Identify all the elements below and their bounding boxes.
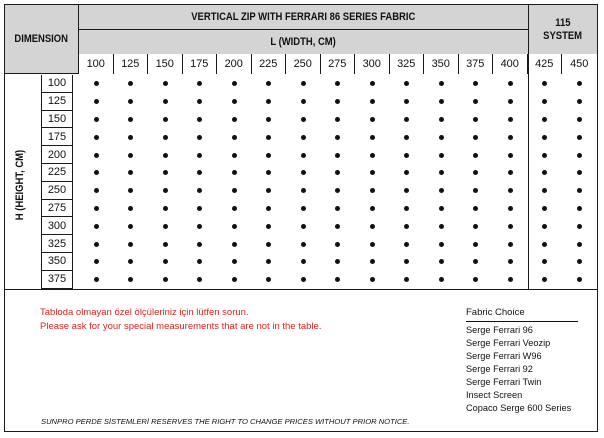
system-word: SYSTEM [543, 29, 583, 42]
availability-dot [232, 242, 237, 247]
availability-dot [370, 188, 375, 193]
height-cell: 325 [41, 235, 73, 253]
availability-dot [335, 170, 340, 175]
availability-dot [439, 99, 444, 104]
availability-dot [439, 153, 444, 158]
availability-dot [128, 81, 133, 86]
availability-dot [473, 170, 478, 175]
table-title [79, 5, 529, 30]
availability-dot [542, 135, 547, 140]
availability-dot [301, 224, 306, 229]
availability-dot [473, 153, 478, 158]
width-cell: 425 [528, 54, 563, 74]
availability-dot [404, 206, 409, 211]
availability-dot [163, 170, 168, 175]
availability-dot [370, 99, 375, 104]
fabric-choice-underline [466, 321, 578, 322]
availability-dot [508, 153, 513, 158]
availability-dot [197, 259, 202, 264]
availability-dot [439, 81, 444, 86]
fabric-choice-item: Insect Screen [466, 390, 523, 400]
width-axis-label [79, 30, 529, 54]
width-axis-label-text: L (WIDTH, CM) [270, 35, 337, 48]
availability-dot [577, 224, 582, 229]
availability-dot [508, 277, 513, 282]
fabric-choice-item: Serge Ferrari Twin [466, 377, 542, 387]
availability-dot [266, 117, 271, 122]
height-cell: 350 [41, 253, 73, 271]
availability-dot [577, 242, 582, 247]
availability-dot [335, 224, 340, 229]
width-cell: 125 [114, 54, 149, 74]
availability-dot [473, 81, 478, 86]
availability-dot [266, 277, 271, 282]
availability-dot [439, 170, 444, 175]
width-cell: 100 [79, 54, 114, 74]
height-cell: 300 [41, 217, 73, 235]
availability-dot [404, 135, 409, 140]
availability-dot [508, 224, 513, 229]
availability-dot [404, 170, 409, 175]
height-cell: 375 [41, 271, 73, 289]
width-cell: 325 [390, 54, 425, 74]
availability-dot [370, 170, 375, 175]
height-axis-label [8, 85, 32, 285]
availability-dot [577, 99, 582, 104]
availability-dot [163, 135, 168, 140]
availability-dot [301, 135, 306, 140]
availability-dot [301, 206, 306, 211]
availability-dot [335, 153, 340, 158]
availability-dot [577, 188, 582, 193]
height-cell: 225 [41, 164, 73, 182]
availability-dot [542, 153, 547, 158]
availability-dot [163, 277, 168, 282]
availability-dot [301, 170, 306, 175]
availability-dot [266, 135, 271, 140]
availability-dot [370, 135, 375, 140]
availability-dot [508, 206, 513, 211]
availability-dot [197, 117, 202, 122]
height-cell: 125 [41, 93, 73, 111]
availability-dot [508, 259, 513, 264]
availability-dot [404, 259, 409, 264]
availability-dot [542, 99, 547, 104]
availability-dot [232, 153, 237, 158]
availability-dot [335, 206, 340, 211]
availability-dot [473, 242, 478, 247]
availability-dot [197, 242, 202, 247]
availability-dot [232, 117, 237, 122]
availability-dot [266, 188, 271, 193]
availability-dot [439, 206, 444, 211]
availability-dot [266, 242, 271, 247]
fabric-choice-item: Serge Ferrari 92 [466, 364, 533, 374]
availability-dot [404, 224, 409, 229]
availability-dot [370, 206, 375, 211]
dimension-header-text: DIMENSION [14, 32, 69, 45]
availability-dot [266, 81, 271, 86]
availability-dot [473, 99, 478, 104]
availability-dot [473, 259, 478, 264]
availability-dot [542, 81, 547, 86]
availability-dot [335, 188, 340, 193]
height-axis-label-text: H (HEIGHT, CM) [14, 149, 27, 221]
availability-dot [473, 117, 478, 122]
height-cell: 250 [41, 182, 73, 200]
availability-dot [542, 170, 547, 175]
availability-dot [473, 206, 478, 211]
availability-dot [335, 81, 340, 86]
availability-dot [301, 117, 306, 122]
availability-dot [128, 99, 133, 104]
availability-dot [197, 153, 202, 158]
availability-dot [577, 170, 582, 175]
availability-dot [128, 259, 133, 264]
width-cell: 350 [424, 54, 459, 74]
availability-dot [301, 277, 306, 282]
availability-dot [232, 170, 237, 175]
dimension-header [5, 5, 79, 74]
availability-dot [94, 170, 99, 175]
availability-dot [508, 99, 513, 104]
system-separator [528, 5, 529, 289]
availability-dot [542, 277, 547, 282]
availability-dot [404, 81, 409, 86]
availability-dot [404, 188, 409, 193]
width-cell: 375 [459, 54, 494, 74]
availability-dot [508, 117, 513, 122]
availability-dot [577, 135, 582, 140]
fabric-choice-item: Serge Ferrari 96 [466, 325, 533, 335]
availability-dot [370, 117, 375, 122]
availability-dot [266, 224, 271, 229]
availability-dot [439, 242, 444, 247]
availability-dot [94, 206, 99, 211]
availability-dot [508, 81, 513, 86]
availability-dot [163, 117, 168, 122]
availability-dot [266, 206, 271, 211]
availability-dot [439, 277, 444, 282]
availability-dot [94, 242, 99, 247]
special-size-note-en: Please ask for your special measurements that are not in the table. [40, 321, 322, 332]
width-cell: 300 [355, 54, 390, 74]
availability-dot [577, 206, 582, 211]
availability-dot [404, 277, 409, 282]
availability-dot [232, 206, 237, 211]
availability-dot [508, 242, 513, 247]
height-cell: 150 [41, 111, 73, 129]
availability-dot [163, 99, 168, 104]
availability-dot [508, 135, 513, 140]
availability-dot [577, 81, 582, 86]
availability-dot [577, 153, 582, 158]
availability-dot [404, 242, 409, 247]
availability-dot [128, 224, 133, 229]
availability-dot [370, 259, 375, 264]
availability-dot [94, 224, 99, 229]
height-cell: 275 [41, 200, 73, 218]
width-cell: 225 [252, 54, 287, 74]
availability-dot [163, 224, 168, 229]
availability-dot [266, 99, 271, 104]
availability-dot [266, 170, 271, 175]
availability-dot [94, 135, 99, 140]
width-cell: 400 [493, 54, 528, 74]
availability-dot [197, 188, 202, 193]
availability-dot [439, 135, 444, 140]
height-cell: 200 [41, 146, 73, 164]
availability-dot [301, 188, 306, 193]
availability-dot [128, 188, 133, 193]
availability-dot [163, 153, 168, 158]
price-disclaimer: SUNPRO PERDE SİSTEMLERİ RESERVES THE RIGHT TO CHANGE PRICES WITHOUT PRIOR NOTICE. [41, 417, 410, 426]
availability-dot [473, 135, 478, 140]
availability-dot [232, 224, 237, 229]
availability-dot [128, 170, 133, 175]
availability-dot [577, 259, 582, 264]
availability-dot [542, 117, 547, 122]
availability-dot [128, 153, 133, 158]
availability-dot [577, 277, 582, 282]
availability-dot [301, 242, 306, 247]
availability-dot [94, 117, 99, 122]
special-size-note-tr: Tabloda olmayan özel ölçüleriniz için lütfen sorun. [40, 307, 249, 318]
availability-dot [542, 242, 547, 247]
availability-dot [197, 135, 202, 140]
availability-dot [301, 153, 306, 158]
availability-dot [301, 259, 306, 264]
availability-dot [370, 224, 375, 229]
availability-dot [542, 224, 547, 229]
availability-dot [335, 277, 340, 282]
availability-dot [404, 99, 409, 104]
table-title-text: VERTICAL ZIP WITH FERRARI 86 SERIES FABRIC [191, 10, 416, 23]
availability-dot [335, 117, 340, 122]
availability-dot [197, 170, 202, 175]
height-cell: 175 [41, 128, 73, 146]
availability-dot [94, 188, 99, 193]
availability-dot [197, 206, 202, 211]
height-cell: 100 [41, 75, 73, 93]
availability-dot [542, 206, 547, 211]
grid-bottom-rule [5, 289, 597, 290]
availability-dot [128, 242, 133, 247]
availability-dot [301, 81, 306, 86]
availability-dot [128, 206, 133, 211]
availability-dot [197, 99, 202, 104]
availability-dot [197, 81, 202, 86]
availability-dot [370, 242, 375, 247]
availability-dot [508, 170, 513, 175]
availability-dot [163, 259, 168, 264]
availability-dot [197, 277, 202, 282]
availability-dot [232, 188, 237, 193]
width-cell: 200 [217, 54, 252, 74]
availability-dot [439, 117, 444, 122]
availability-dot [577, 117, 582, 122]
availability-dot [94, 99, 99, 104]
availability-dot [370, 81, 375, 86]
availability-dot [335, 242, 340, 247]
availability-dot [94, 277, 99, 282]
system-number: 115 [555, 16, 571, 29]
availability-dot [439, 224, 444, 229]
width-cell: 450 [562, 54, 597, 74]
availability-dot [232, 259, 237, 264]
availability-dot [232, 135, 237, 140]
availability-dot [404, 153, 409, 158]
price-table-frame [4, 4, 598, 432]
availability-dot [335, 135, 340, 140]
availability-dot [439, 259, 444, 264]
availability-dot [266, 153, 271, 158]
availability-dot [335, 259, 340, 264]
availability-dot [542, 188, 547, 193]
availability-dot [473, 277, 478, 282]
availability-dot [163, 206, 168, 211]
width-cell: 175 [183, 54, 218, 74]
availability-dot [163, 81, 168, 86]
availability-dot [128, 135, 133, 140]
availability-dot [404, 117, 409, 122]
availability-dot [473, 224, 478, 229]
availability-dot [370, 153, 375, 158]
availability-dot [94, 259, 99, 264]
availability-dot [232, 81, 237, 86]
availability-dot [542, 259, 547, 264]
fabric-choice-title: Fabric Choice [466, 307, 525, 318]
availability-dot [128, 117, 133, 122]
width-cell: 150 [148, 54, 183, 74]
availability-dot [232, 99, 237, 104]
availability-dot [197, 224, 202, 229]
availability-dot [128, 277, 133, 282]
fabric-choice-item: Serge Ferrari Veozip [466, 338, 551, 348]
availability-dot [370, 277, 375, 282]
availability-dot [163, 188, 168, 193]
width-cell: 275 [321, 54, 356, 74]
availability-dot [94, 153, 99, 158]
availability-dot [301, 99, 306, 104]
availability-dot [163, 242, 168, 247]
availability-dot [266, 259, 271, 264]
availability-dot [473, 188, 478, 193]
system-header [529, 5, 597, 54]
availability-dot [94, 81, 99, 86]
fabric-choice-item: Copaco Serge 600 Series [466, 403, 572, 413]
fabric-choice-item: Serge Ferrari W96 [466, 351, 542, 361]
width-cell: 250 [286, 54, 321, 74]
availability-dot [335, 99, 340, 104]
availability-dot [508, 188, 513, 193]
availability-dot [439, 188, 444, 193]
availability-dot [232, 277, 237, 282]
